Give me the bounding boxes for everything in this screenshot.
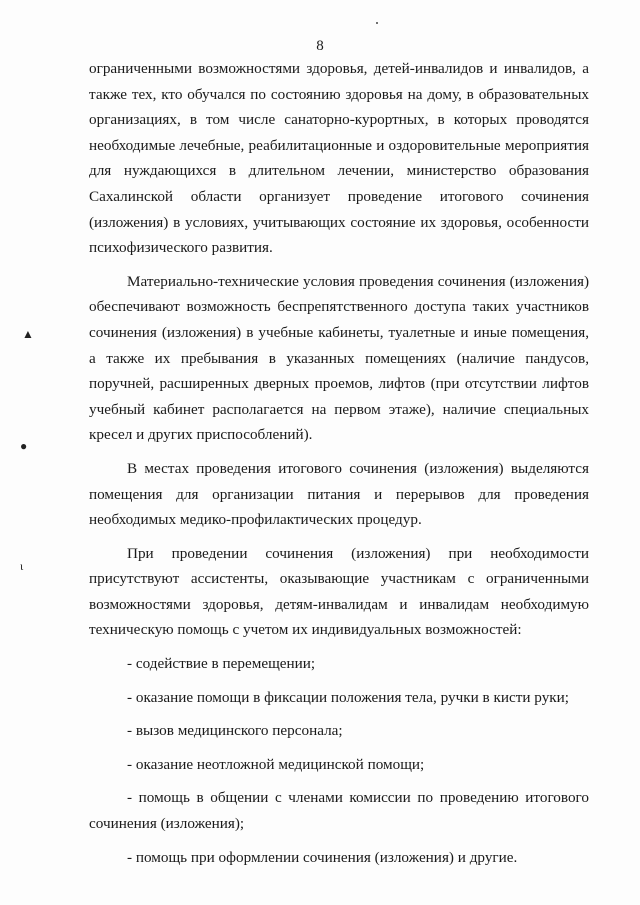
margin-punch-mark: ι [20,559,24,573]
margin-punch-mark: ▲ [22,327,34,341]
document-body [89,56,589,870]
list-item: - оказание неотложной медицинской помощи; [127,755,425,773]
paragraph-assistants: При проведении сочинения (изложения) при необходимости присутствуют ассистенты, оказывающие участникам с ограниченными возможностями здоровья, детям-инвалидам и инвалидам необходимую техническую помощь с учетом их индивидуальных возможностей: [89,544,589,639]
paragraph-continuation: ограниченными возможностями здоровья, детей-инвалидов и инвалидов, а также тех, кто обучался по состоянию здоровья на дому, в образовательных организациях, в том числе санаторно-курортных, в которых проводятся необходимые лечебные, реабилитационные и оздоровительные мероприятия для нуждающихся в длительном лечении, министерство образования Сахалинской области организует проведение итогового сочинения (изложения) в условиях, учитывающих состояние их здоровья, особенности психофизического развития. [89,60,589,257]
paragraph-premises: В местах проведения итогового сочинения (изложения) выделяются помещения для организации питания и перерывов для проведения необходимых медико-профилактических процедур. [89,459,589,529]
list-item: - помощь при оформлении сочинения (изложения) и другие. [127,848,518,866]
page-number: 8 [316,38,324,54]
list-item: - помощь в общении с членами комиссии по проведению итогового сочинения (изложения); [89,789,589,833]
list-item: - содействие в перемещении; [127,655,316,673]
list-item: - оказание помощи в фиксации положения тела, ручки в кисти руки; [127,688,570,706]
paragraph-material-conditions: Материально-технические условия проведения сочинения (изложения) обеспечивают возможность беспрепятственного доступа таких участников сочинения (изложения) в учебные кабинеты, туалетные и иные помещения, а также их пребывания в указанных помещениях (наличие пандусов, поручней, расширенных дверных проемов, лифтов (при отсутствии лифтов учебный кабинет располагается на первом этаже), наличие специальных кресел и других приспособлений). [89,272,589,444]
scan-speck [376,22,378,24]
list-item: - вызов медицинского персонала; [127,722,343,740]
margin-punch-mark: ● [20,439,28,453]
assistance-list [89,651,589,870]
